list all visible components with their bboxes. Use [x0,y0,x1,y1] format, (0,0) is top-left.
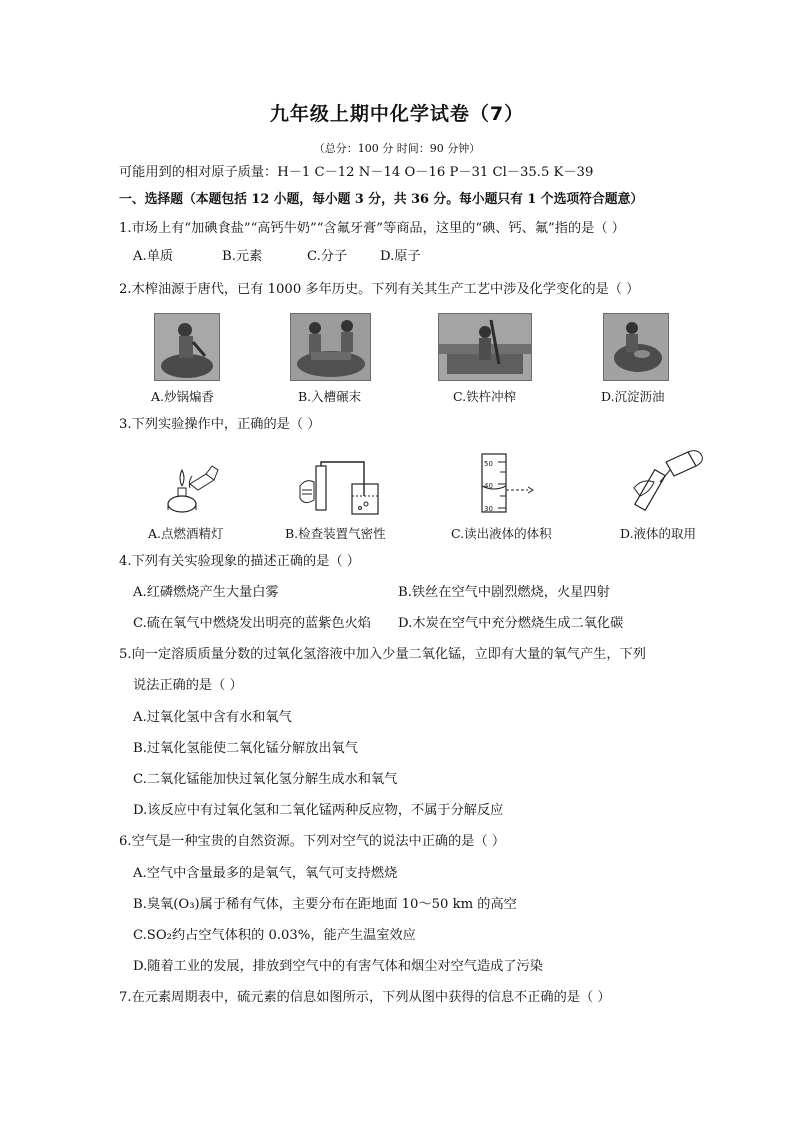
q2-option-d: D.沉淀沥油 [601,389,665,404]
q4-option-a: A.红磷燃烧产生大量白雾 [133,585,279,600]
q2-photo-a [154,313,220,381]
q1-option-d: D.原子 [380,249,421,264]
q5-stem-line2: 说法正确的是（ ） [133,678,243,693]
q1-option-c: C.分子 [307,249,348,264]
q6-option-a: A.空气中含量最多的是氧气，氧气可支持燃烧 [133,866,398,881]
q5-option-a: A.过氧化氢中含有水和氧气 [133,710,292,725]
q2-photo-b [290,313,371,381]
atomic-masses-line: 可能用到的相对原子质量：H－1 C－12 N－14 O－16 P－31 Cl－35.5 K－39 [119,165,594,180]
q6-option-b: B.臭氧(O₃)属于稀有气体，主要分布在距地面 10～50 km 的高空 [133,897,517,912]
q1-stem: 1.市场上有“加碘食盐”“高钙牛奶”“含氟牙膏”等商品，这里的“碘、钙、氟”指的是（ ） [119,221,625,236]
q4-option-b: B.铁丝在空气中剧烈燃烧，火星四射 [398,585,610,600]
stir-fry-image [155,314,219,380]
q1-option-a: A.单质 [133,249,174,264]
q3-option-d: D.液体的取用 [620,526,697,541]
q5-option-c: C.二氧化锰能加快过氧化氢分解生成水和氧气 [133,772,398,787]
settling-image [604,314,668,380]
q1-option-b: B.元素 [222,249,263,264]
q4-option-d: D.木炭在空气中充分燃烧生成二氧化碳 [398,616,624,631]
q7-stem: 7.在元素周期表中，硫元素的信息如图所示，下列从图中获得的信息不正确的是（ ） [119,990,611,1005]
q2-option-b: B.入槽碾末 [298,389,362,404]
q5-stem-line1: 5.向一定溶质质量分数的过氧化氢溶液中加入少量二氧化锰，立即有大量的氧气产生，下列 [119,647,646,662]
q6-option-d: D.随着工业的发展，排放到空气中的有害气体和烟尘对空气造成了污染 [133,959,543,974]
q5-option-b: B.过氧化氢能使二氧化锰分解放出氧气 [133,741,358,756]
airtightness-figure [294,460,386,518]
q3-option-a: A.点燃酒精灯 [148,526,224,541]
section1-heading: 一、选择题（本题包括 12 小题，每小题 3 分，共 36 分。每小题只有 1 个选项符合题意） [119,192,644,207]
alcohol-lamp-figure [160,460,220,514]
cylinder-tick-40: 40 [484,482,493,490]
q2-photo-d [603,313,669,381]
graduated-cylinder-figure [468,452,538,514]
q5-option-d: D.该反应中有过氧化氢和二氧化锰两种反应物，不属于分解反应 [133,803,504,818]
q4-stem: 4.下列有关实验现象的描述正确的是（ ） [119,554,360,569]
exam-subtitle: （总分：100 分 时间：90 分钟） [313,142,481,155]
pressing-image [439,314,531,380]
q2-photo-c [438,313,532,381]
q2-option-a: A.炒锅煸香 [151,389,215,404]
q2-option-c: C.铁杵冲榨 [453,389,517,404]
q2-stem: 2.木榨油源于唐代，已有 1000 多年历史。下列有关其生产工艺中涉及化学变化的是（ ） [119,282,640,297]
cylinder-tick-50: 50 [484,460,493,468]
exam-title: 九年级上期中化学试卷（7） [269,103,525,125]
liquid-pouring-figure [630,448,710,514]
q3-option-b: B.检查装置气密性 [285,526,386,541]
q6-option-c: C.SO₂约占空气体积的 0.03%，能产生温室效应 [133,928,416,943]
q6-stem: 6.空气是一种宝贵的自然资源。下列对空气的说法中正确的是（ ） [119,834,506,849]
grinding-image [291,314,370,380]
q3-stem: 3.下列实验操作中，正确的是（ ） [119,417,321,432]
cylinder-tick-30: 30 [484,505,493,513]
q3-option-c: C.读出液体的体积 [451,526,552,541]
q4-option-c: C.硫在氧气中燃烧发出明亮的蓝紫色火焰 [133,616,371,631]
